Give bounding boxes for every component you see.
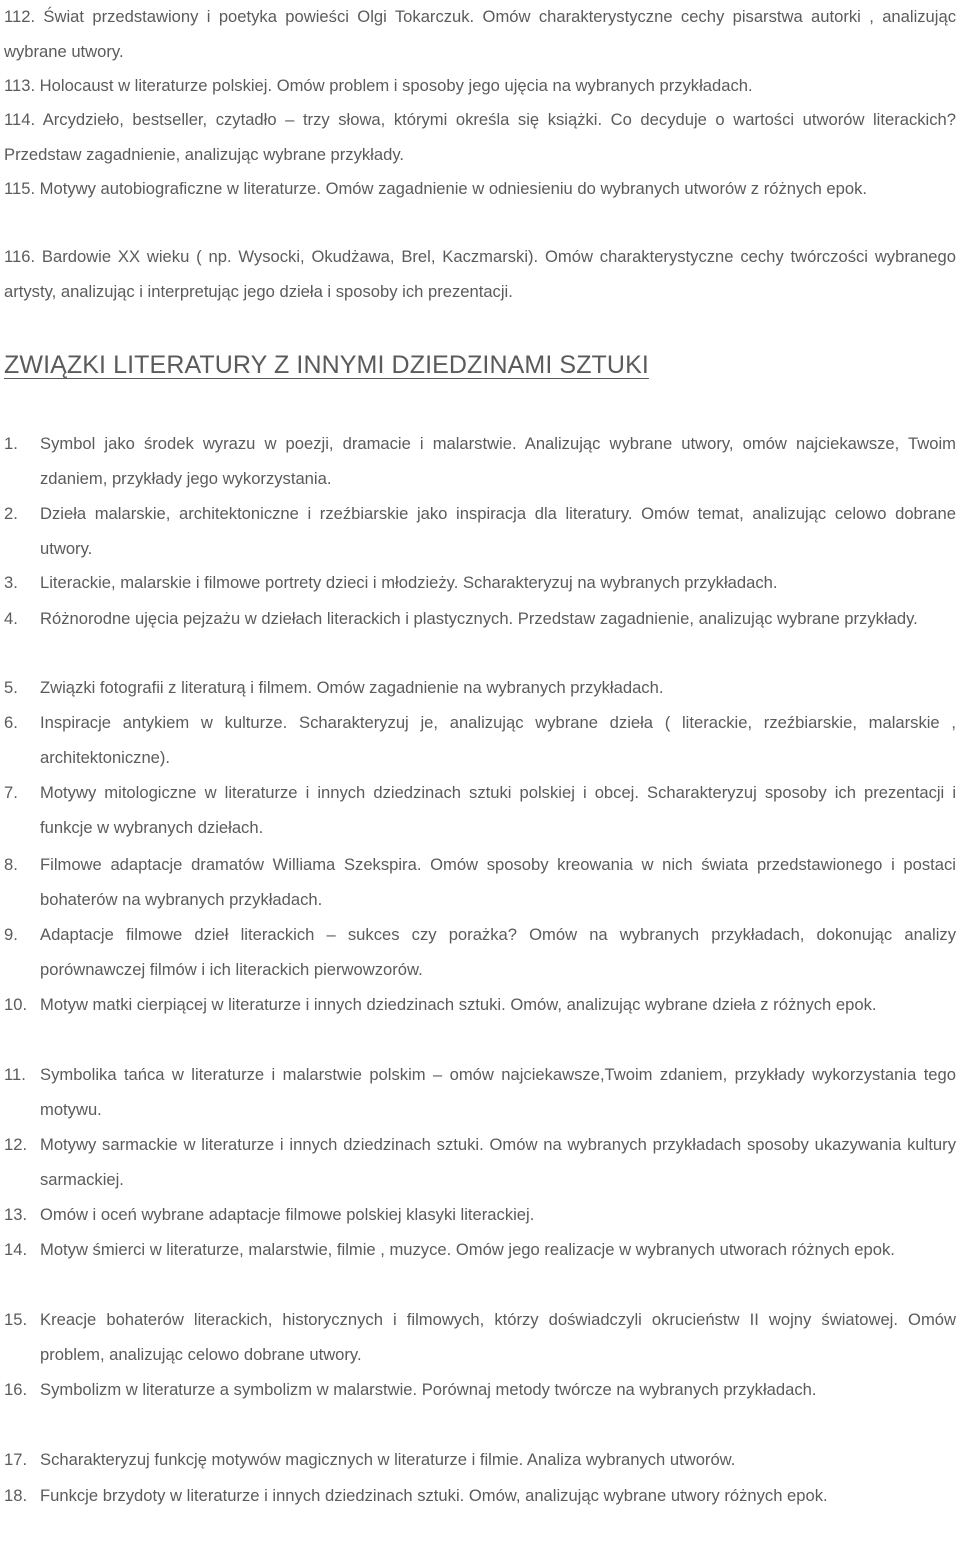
topic-114: 114. Arcydzieło, bestseller, czytadło – trzy słowa, którymi określa się książki. Co decyduje o wartości utworów literackich? Przedstaw zagadnienie, analizując wybrane przykłady.	[4, 110, 956, 164]
list-item	[4, 1058, 956, 1127]
item-text: Filmowe adaptacje dramatów Williama Szekspira. Omów sposoby kreowania w nich świata przedstawionego i postaci bohaterów na wybranych przykładach.	[40, 855, 956, 909]
item-number: 3.	[4, 573, 18, 592]
item-number: 10.	[4, 995, 28, 1014]
list-item	[4, 1479, 956, 1514]
item-text: Adaptacje filmowe dzieł literackich – sukces czy porażka? Omów na wybranych przykładach, dokonując analizy porównawczej filmów i ich literackich pierwowzorów.	[40, 925, 956, 979]
list-item	[4, 1303, 956, 1372]
item-number: 1.	[4, 434, 18, 453]
item-number: 15.	[4, 1310, 28, 1329]
item-text: Omów i oceń wybrane adaptacje filmowe polskiej klasyki literackiej.	[40, 1205, 535, 1224]
list-item	[4, 988, 956, 1023]
item-text: Funkcje brzydoty w literaturze i innych dziedzinach sztuki. Omów, analizując wybrane utwory różnych epok.	[40, 1486, 828, 1505]
item-number: 12.	[4, 1135, 28, 1154]
item-number: 7.	[4, 783, 18, 802]
item-text: Symbolika tańca w literaturze i malarstwie polskim – omów najciekawsze,Twoim zdaniem, przykłady wykorzystania tego motywu.	[40, 1065, 956, 1119]
list-item	[4, 1128, 956, 1197]
item-text: Dzieła malarskie, architektoniczne i rzeźbiarskie jako inspiracja dla literatury. Omów temat, analizując celowo dobrane utwory.	[40, 504, 956, 558]
topic-115: 115. Motywy autobiograficzne w literaturze. Omów zagadnienie w odniesieniu do wybranych utworów z różnych epok.	[4, 179, 868, 198]
list-item	[4, 848, 956, 917]
item-number: 16.	[4, 1380, 28, 1399]
list-item	[4, 1198, 956, 1233]
item-text: Inspiracje antykiem w kulturze. Scharakteryzuj je, analizując wybrane dzieła ( literackie, rzeźbiarskie, malarskie , architektoniczne).	[40, 713, 956, 767]
item-text: Różnorodne ujęcia pejzażu w dziełach literackich i plastycznych. Przedstaw zagadnienie, analizując wybrane przykłady.	[40, 609, 918, 628]
list-item	[4, 706, 956, 775]
item-text: Motyw matki cierpiącej w literaturze i innych dziedzinach sztuki. Omów, analizując wybrane dzieła z różnych epok.	[40, 995, 877, 1014]
item-number: 13.	[4, 1205, 28, 1224]
list-item	[4, 918, 956, 987]
list-item	[4, 602, 956, 637]
item-text: Literackie, malarskie i filmowe portrety dzieci i młodzieży. Scharakteryzuj na wybranych przykładach.	[40, 573, 778, 592]
item-text: Symbolizm w literaturze a symbolizm w malarstwie. Porównaj metody twórcze na wybranych przykładach.	[40, 1380, 817, 1399]
item-number: 14.	[4, 1240, 28, 1259]
list-item	[4, 427, 956, 496]
item-number: 8.	[4, 855, 18, 874]
list-item	[4, 566, 956, 601]
item-text: Symbol jako środek wyrazu w poezji, dramacie i malarstwie. Analizując wybrane utwory, omów najciekawsze, Twoim zdaniem, przykłady jego wykorzystania.	[40, 434, 956, 488]
list-item	[4, 1443, 956, 1478]
item-text: Motywy sarmackie w literaturze i innych dziedzinach sztuki. Omów na wybranych przykładach sposoby ukazywania kultury sarmackiej.	[40, 1135, 956, 1189]
item-text: Motywy mitologiczne w literaturze i innych dziedzinach sztuki polskiej i obcej. Scharakteryzuj sposoby ich prezentacji i funkcje w wybranych dziełach.	[40, 783, 956, 837]
item-text: Motyw śmierci w literaturze, malarstwie, filmie , muzyce. Omów jego realizacje w wybranych utworach różnych epok.	[40, 1240, 895, 1259]
section-heading: ZWIĄZKI LITERATURY Z INNYMI DZIEDZINAMI SZTUKI	[4, 351, 649, 379]
list-item	[4, 776, 956, 845]
list-item	[4, 671, 956, 706]
list-item	[4, 497, 956, 566]
item-number: 6.	[4, 713, 18, 732]
item-text: Kreacje bohaterów literackich, historycznych i filmowych, którzy doświadczyli okrucieństw II wojny światowej. Omów problem, analizując celowo dobrane utwory.	[40, 1310, 956, 1364]
item-number: 5.	[4, 678, 18, 697]
item-number: 9.	[4, 925, 18, 944]
item-number: 17.	[4, 1450, 28, 1469]
topic-113: 113. Holocaust w literaturze polskiej. Omów problem i sposoby jego ujęcia na wybranych przykładach.	[4, 76, 753, 95]
topic-112: 112. Świat przedstawiony i poetyka powieści Olgi Tokarczuk. Omów charakterystyczne cechy pisarstwa autorki , analizując wybrane utwory.	[4, 7, 956, 61]
item-number: 2.	[4, 504, 18, 523]
item-text: Scharakteryzuj funkcję motywów magicznych w literaturze i filmie. Analiza wybranych utworów.	[40, 1450, 736, 1469]
item-number: 4.	[4, 609, 18, 628]
item-number: 11.	[4, 1065, 26, 1084]
item-text: Związki fotografii z literaturą i filmem. Omów zagadnienie na wybranych przykładach.	[40, 678, 664, 697]
item-number: 18.	[4, 1486, 28, 1505]
list-item	[4, 1373, 956, 1408]
list-item	[4, 1233, 956, 1268]
topic-116: 116. Bardowie XX wieku ( np. Wysocki, Okudżawa, Brel, Kaczmarski). Omów charakterystyczne cechy twórczości wybranego artysty, analizując i interpretując jego dzieła i sposoby ich prezentacji.	[4, 247, 956, 301]
